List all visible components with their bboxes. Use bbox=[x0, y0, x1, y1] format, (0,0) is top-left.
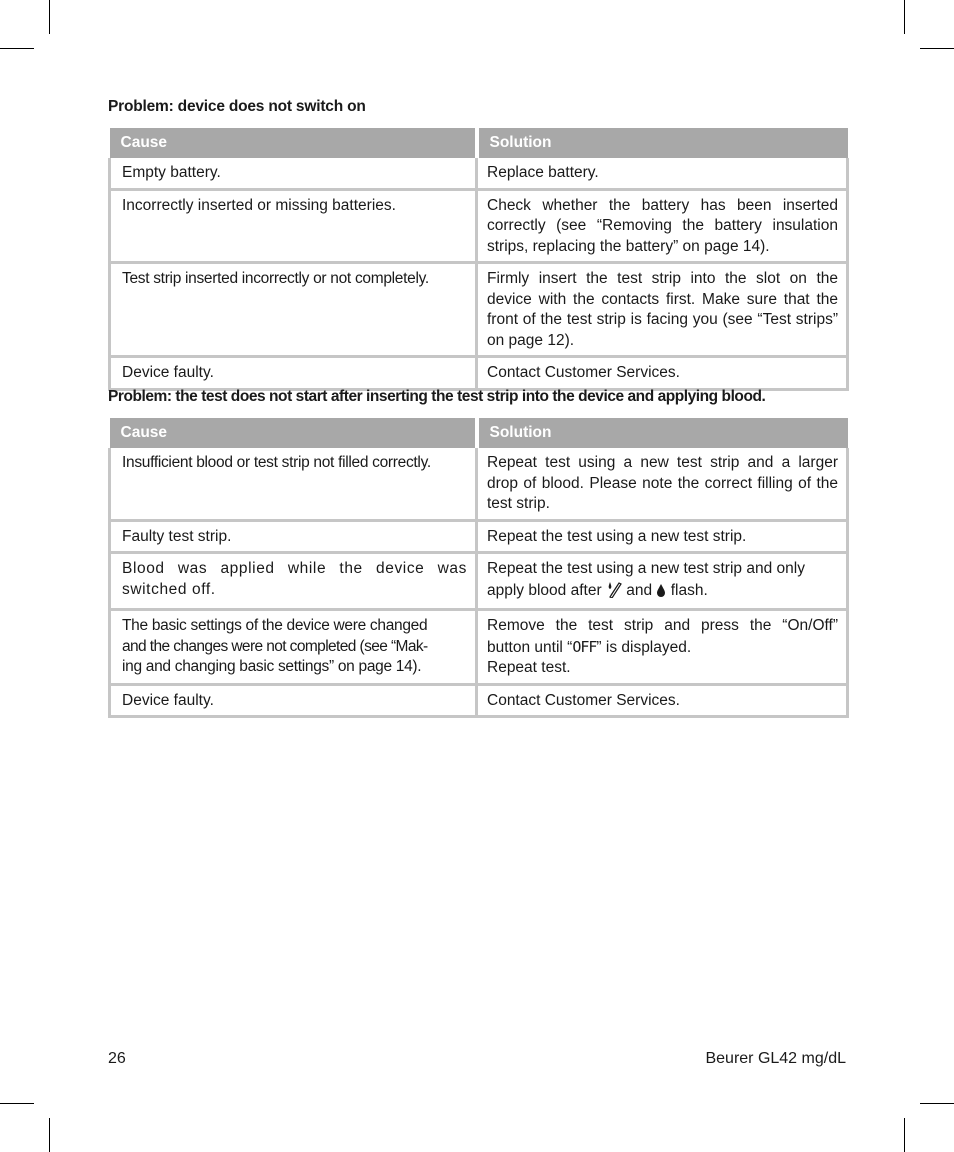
cause-cell: Faulty test strip. bbox=[110, 520, 477, 553]
table-header-row bbox=[110, 128, 848, 158]
header-solution: Solution bbox=[477, 418, 848, 448]
cause-cell: Incorrectly inserted or missing batteries. bbox=[110, 189, 477, 263]
troubleshooting-table-1 bbox=[108, 128, 849, 391]
solution-cell: Firmly insert the test strip into the slot on the device with the contacts first. Make sure that the front of the test strip is facing you (see “Test strips” on page 12). bbox=[477, 263, 848, 357]
cause-cell: Device faulty. bbox=[110, 684, 477, 717]
solution-cell bbox=[477, 553, 848, 610]
solution-cell: Contact Customer Services. bbox=[477, 357, 848, 390]
table-row bbox=[110, 610, 848, 685]
solution-cell: Check whether the battery has been inserted correctly (see “Removing the battery insulation strips, replacing the battery” on page 14). bbox=[477, 189, 848, 263]
solution-cell: Repeat test using a new test strip and a larger drop of blood. Please note the correct filling of the test strip. bbox=[477, 448, 848, 520]
solution-text-pre: Repeat the test using a new test strip and only apply blood after bbox=[487, 560, 805, 599]
cause-cell: Test strip inserted incorrectly or not completely. bbox=[110, 263, 477, 357]
crop-mark bbox=[49, 1118, 50, 1152]
cause-line: and the changes were not completed (see “Mak- bbox=[122, 637, 428, 655]
crop-mark bbox=[920, 1103, 954, 1104]
cause-cell: Device faulty. bbox=[110, 357, 477, 390]
solution-text-post: ” is displayed. bbox=[596, 638, 692, 656]
crop-mark bbox=[0, 48, 34, 49]
section-title-test-not-start: Problem: the test does not start after inserting the test strip into the device and applying blood. bbox=[108, 388, 766, 405]
cause-cell: Blood was applied while the device was switched off. bbox=[110, 553, 477, 610]
cause-cell: Insufficient blood or test strip not filled correctly. bbox=[110, 448, 477, 520]
test-strip-icon bbox=[606, 580, 622, 605]
cause-cell: Empty battery. bbox=[110, 158, 477, 189]
solution-cell: Repeat the test using a new test strip. bbox=[477, 520, 848, 553]
section-title-no-switch-on: Problem: device does not switch on bbox=[108, 98, 366, 115]
troubleshooting-table-2 bbox=[108, 418, 849, 718]
product-name: Beurer GL42 mg/dL bbox=[705, 1050, 846, 1067]
solution-line: Repeat test. bbox=[487, 659, 571, 676]
solution-text-pre: Remove the test strip and press the “On/Off” button until “ bbox=[487, 617, 838, 656]
table-row bbox=[110, 263, 848, 357]
cause-cell bbox=[110, 610, 477, 685]
crop-mark bbox=[920, 48, 954, 49]
table-row bbox=[110, 553, 848, 610]
solution-cell: Replace battery. bbox=[477, 158, 848, 189]
lcd-off-display-text: OFF bbox=[572, 637, 597, 656]
table-header-row bbox=[110, 418, 848, 448]
crop-mark bbox=[49, 0, 50, 34]
table-row bbox=[110, 158, 848, 189]
header-cause: Cause bbox=[110, 128, 477, 158]
table-row bbox=[110, 448, 848, 520]
table-row bbox=[110, 520, 848, 553]
table-row bbox=[110, 189, 848, 263]
header-cause: Cause bbox=[110, 418, 477, 448]
header-solution: Solution bbox=[477, 128, 848, 158]
solution-cell bbox=[477, 610, 848, 685]
table-row bbox=[110, 357, 848, 390]
solution-text-post: flash. bbox=[670, 581, 708, 599]
table-row bbox=[110, 684, 848, 717]
cause-line: The basic settings of the device were changed bbox=[122, 617, 428, 634]
page-number: 26 bbox=[108, 1050, 126, 1067]
cause-line: ing and changing basic settings” on page 14). bbox=[122, 658, 422, 675]
blood-drop-icon bbox=[656, 583, 666, 605]
crop-mark bbox=[0, 1103, 34, 1104]
solution-cell: Contact Customer Services. bbox=[477, 684, 848, 717]
solution-text-mid: and bbox=[626, 581, 653, 599]
crop-mark bbox=[904, 1118, 905, 1152]
crop-mark bbox=[904, 0, 905, 34]
